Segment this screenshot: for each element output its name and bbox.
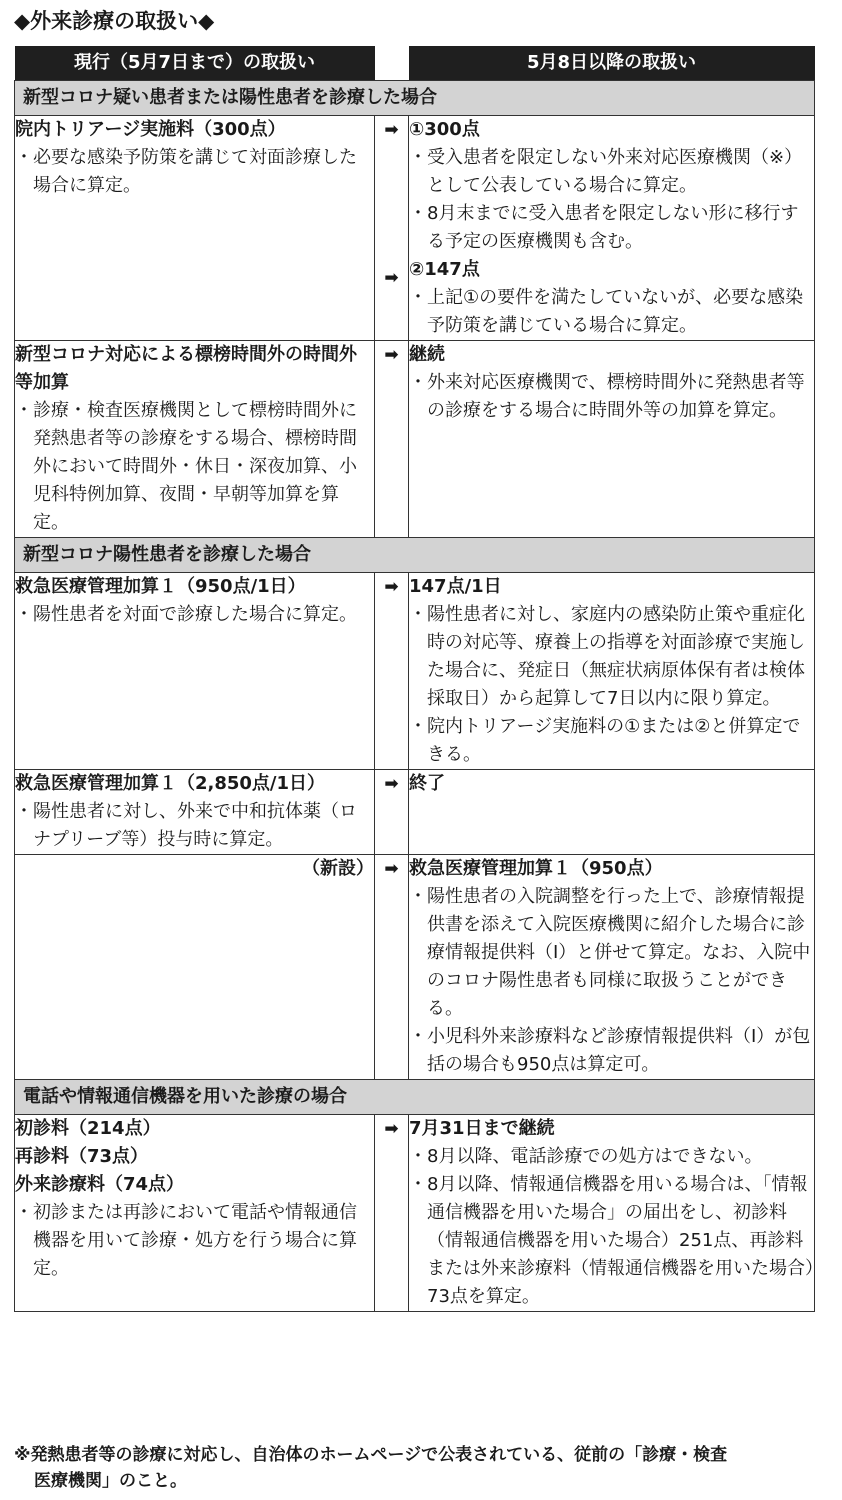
new-rule-cell xyxy=(409,573,815,770)
right-arrow-icon: ➡ xyxy=(384,1119,399,1139)
section-positive-patients: 新型コロナ陽性患者を診療した場合 xyxy=(15,538,815,573)
section-suspected-or-positive: 新型コロナ疑い患者または陽性患者を診療した場合 xyxy=(15,81,815,116)
option-1-title: ①300点 xyxy=(409,119,480,140)
revisit-fee: 再診料（73点） xyxy=(15,1146,149,1167)
option-2-condition: ・ 上記①の要件を満たしていないが、必要な感染予防策を講じている場合に算定。 xyxy=(409,284,814,340)
right-arrow-icon: ➡ xyxy=(384,859,399,879)
footnote xyxy=(14,1442,826,1494)
points-per-day-condition: ・ 陽性患者に対し、家庭内の感染防止策や重症化時の対応等、療養上の指導を対面診療で実施した場合に、発症日（無症状病原体保有者は検体採取日）から起算して7日以内に限り算定。 xyxy=(409,601,814,713)
ended-title: 終了 xyxy=(409,773,445,794)
arrow-cell xyxy=(375,573,409,770)
points-per-day-title: 147点/1日 xyxy=(409,576,502,597)
right-arrow-icon: ➡ xyxy=(384,774,399,794)
online-device-note: ・ 8月以降、情報通信機器を用いる場合は、「情報通信機器を用いた場合」の届出をし、初診料（情報通信機器を用いた場合）251点、再診料または外来診療料（情報通信機器を用いた場合）73点を算定。 xyxy=(409,1171,814,1311)
telemedicine-condition: ・ 初診または再診において電話や情報通信機器を用いて診療・処方を行う場合に算定。 xyxy=(15,1199,374,1283)
emergency-care-addition-title: 救急医療管理加算１（950点/1日） xyxy=(15,576,306,597)
right-arrow-icon: ➡ xyxy=(384,577,399,597)
antibody-addition-condition: ・ 陽性患者に対し、外来で中和抗体薬（ロナプリーブ等）投与時に算定。 xyxy=(15,798,374,854)
current-rule-cell xyxy=(15,116,375,341)
option-2-title: ②147点 xyxy=(409,259,480,280)
new-rule-cell xyxy=(409,116,815,341)
triage-fee-title: 院内トリアージ実施料（300点） xyxy=(15,119,286,140)
outpatient-fee: 外来診療料（74点） xyxy=(15,1174,185,1195)
new-rule-cell xyxy=(409,341,815,538)
antibody-addition-title: 救急医療管理加算１（2,850点/1日） xyxy=(15,773,326,794)
right-arrow-icon: ➡ xyxy=(384,120,399,140)
table-row xyxy=(15,770,815,855)
arrow-cell xyxy=(375,770,409,855)
newly-established-label: （新設） xyxy=(302,858,374,879)
admission-addition-condition: ・ 陽性患者の入院調整を行った上で、診療情報提供書を添えて入院医療機関に紹介した場合に診療情報提供料（Ⅰ）と併せて算定。なお、入院中のコロナ陽性患者も同様に取扱うことができる。 xyxy=(409,883,814,1023)
table-row xyxy=(15,573,815,770)
header-current-rules: 現行（5月7日まで）の取扱い xyxy=(15,46,375,81)
new-rule-cell xyxy=(409,855,815,1080)
footnote-line-2: 医療機関」のこと。 xyxy=(34,1471,187,1491)
right-arrow-icon: ➡ xyxy=(384,345,399,365)
current-rule-cell xyxy=(15,573,375,770)
right-arrow-icon: ➡ xyxy=(384,268,399,288)
after-hours-addition-condition: ・ 診療・検査医療機関として標榜時間外に発熱患者等の診療をする場合、標榜時間外において時間外・休日・深夜加算、小児科特例加算、夜間・早朝等加算を算定。 xyxy=(15,397,374,537)
section-row xyxy=(15,81,815,116)
phone-prescription-note: ・ 8月以降、電話診療での処方はできない。 xyxy=(409,1143,814,1171)
section-telemedicine: 電話や情報通信機器を用いた診療の場合 xyxy=(15,1080,815,1115)
option-1-transition: ・ 8月末までに受入患者を限定しない形に移行する予定の医療機関も含む。 xyxy=(409,200,814,256)
triage-fee-condition: ・ 必要な感染予防策を講じて対面診療した場合に算定。 xyxy=(15,144,374,200)
page-title: ◆外来診療の取扱い◆ xyxy=(14,8,215,33)
footnote-line-1: ※発熱患者等の診療に対応し、自治体のホームページで公表されている、従前の「診療・検査 xyxy=(14,1445,728,1465)
section-row xyxy=(15,1080,815,1115)
continued-condition: ・ 外来対応医療機関で、標榜時間外に発熱患者等の診療をする場合に時間外等の加算を算定。 xyxy=(409,369,814,425)
continue-until-title: 7月31日まで継続 xyxy=(409,1118,555,1139)
after-hours-addition-title: 新型コロナ対応による標榜時間外の時間外等加算 xyxy=(15,344,357,393)
table-row xyxy=(15,1115,815,1312)
table-row xyxy=(15,341,815,538)
new-rule-cell xyxy=(409,770,815,855)
continued-title: 継続 xyxy=(409,344,445,365)
table-header-row xyxy=(15,46,815,81)
points-per-day-combination: ・ 院内トリアージ実施料の①または②と併算定できる。 xyxy=(409,713,814,769)
admission-addition-title: 救急医療管理加算１（950点） xyxy=(409,858,663,879)
current-rule-cell xyxy=(15,341,375,538)
current-rule-cell xyxy=(15,1115,375,1312)
table-row xyxy=(15,855,815,1080)
arrow-cell xyxy=(375,855,409,1080)
header-new-rules: 5月8日以降の取扱い xyxy=(409,46,815,81)
arrow-cell xyxy=(375,341,409,538)
section-row xyxy=(15,538,815,573)
current-rule-cell xyxy=(15,855,375,1080)
admission-addition-pediatric: ・ 小児科外来診療料など診療情報提供料（Ⅰ）が包括の場合も950点は算定可。 xyxy=(409,1023,814,1079)
emergency-care-addition-condition: ・ 陽性患者を対面で診療した場合に算定。 xyxy=(15,601,374,629)
current-rule-cell xyxy=(15,770,375,855)
outpatient-treatment-table xyxy=(14,46,815,1312)
initial-visit-fee: 初診料（214点） xyxy=(15,1118,161,1139)
table-row xyxy=(15,116,815,341)
arrow-cell xyxy=(375,116,409,341)
arrow-cell xyxy=(375,1115,409,1312)
option-1-condition: ・ 受入患者を限定しない外来対応医療機関（※）として公表している場合に算定。 xyxy=(409,144,814,200)
new-rule-cell xyxy=(409,1115,815,1312)
